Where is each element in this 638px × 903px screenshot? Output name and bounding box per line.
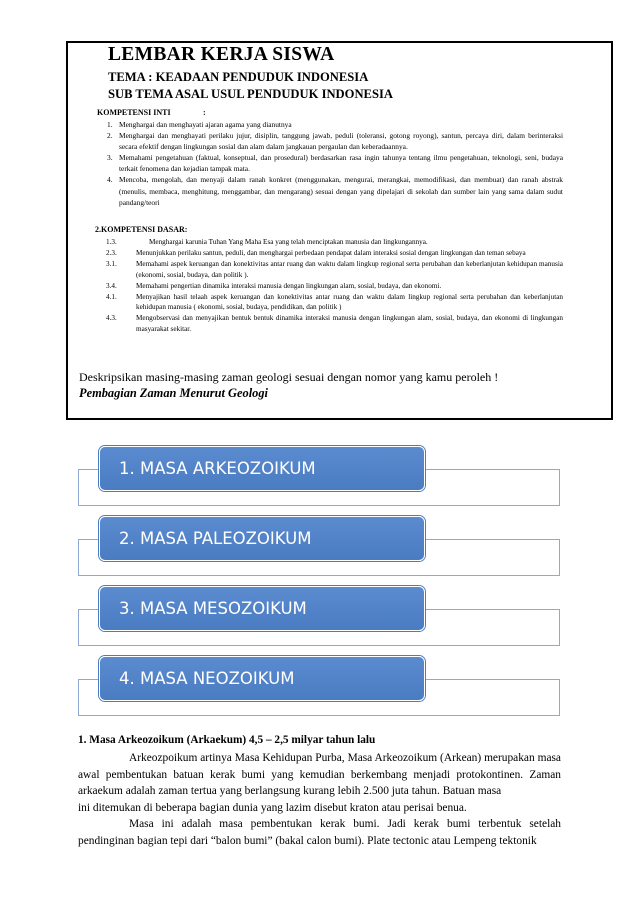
paragraph-1-main: Arkeozpoikum artinya Masa Kehidupan Purba, Masa Arkeozoikum (Arkean) merupakan masa awal pembentukan batuan kerak bumi yang kemudian berkembang menjadi protokontinen. Zaman arkaekum adalah zaman tertua yang berlangsung kurang lebih 2.500 juta tahun. Batuan masa bbox=[78, 752, 561, 798]
era-bar-neozoikum: 4. MASA NEOZOIKUM bbox=[99, 656, 425, 701]
item-number: 3.1. bbox=[106, 260, 117, 268]
era-bar-mesozoikum: 3. MASA MESOZOIKUM bbox=[99, 586, 425, 631]
item-number: 2. bbox=[107, 131, 113, 141]
worksheet-theme: TEMA : KEADAAN PENDUDUK INDONESIA bbox=[108, 70, 369, 84]
core-competence-item bbox=[97, 174, 563, 207]
basic-competence-item bbox=[95, 259, 563, 281]
basic-competence-item bbox=[95, 237, 563, 248]
worksheet-subtheme: SUB TEMA ASAL USUL PENDUDUK INDONESIA bbox=[108, 87, 393, 101]
item-text: Menunjukkan perilaku santun, peduli, dan menghargai perbedaan pendapat dalam interaksi sosial dengan lingkungan dan teman sebaya bbox=[136, 249, 526, 257]
core-competence-item bbox=[97, 119, 563, 130]
paragraph-2-text: Masa ini adalah masa pembentukan kerak bumi. Jadi kerak bumi terbentuk setelah pendinginan bagian tepi dari “balon bumi” (bakal calon bumi). Plate tectonic atau Lempeng tektonik bbox=[78, 818, 561, 847]
section-title: Pembagian Zaman Menurut Geologi bbox=[79, 386, 268, 400]
instruction-text: Deskripsikan masing-masing zaman geologi sesuai dengan nomor yang kamu peroleh ! bbox=[79, 370, 499, 384]
core-competence-heading-label: KOMPETENSI INTI bbox=[97, 108, 171, 117]
paragraph-1-end: ini ditemukan di beberapa bagian dunia yang lazim disebut kraton atau perisai benua. bbox=[78, 801, 467, 814]
item-number: 4. bbox=[107, 175, 113, 185]
core-competence-item bbox=[97, 130, 563, 152]
item-number: 3. bbox=[107, 153, 113, 163]
basic-competence-list bbox=[95, 237, 563, 335]
item-text: Menghargai karunia Tuhan Yang Maha Esa yang telah menciptakan manusia dan lingkungannya. bbox=[149, 238, 428, 246]
item-text: Menyajikan hasil telaah aspek keruangan dan konektivitas antar ruang dan waktu dalam lingkup regional serta perubahan dan keberlanjutan kehidupan manusia ( ekonomi, sosial, budaya, pendidikan, dan politik ) bbox=[136, 292, 563, 312]
item-number: 1.3. bbox=[106, 238, 117, 246]
item-text: Memahami pengetahuan (faktual, konseptual, dan prosedural) berdasarkan rasa ingin tahunya tentang ilmu pengetahuan, teknologi, seni, budaya terkait fenomena dan kejadian tampak mata. bbox=[119, 153, 563, 174]
item-text: Menghargai dan menghayati ajaran agama yang dianutnya bbox=[119, 120, 292, 129]
core-competence-item bbox=[97, 152, 563, 174]
basic-competence-heading: 2.KOMPETENSI DASAR: bbox=[95, 225, 188, 234]
worksheet-box bbox=[66, 41, 613, 420]
item-number: 2.3. bbox=[106, 249, 117, 257]
era-bar-arkeozoikum: 1. MASA ARKEOZOIKUM bbox=[99, 446, 425, 491]
item-text: Menghargai dan menghayati perilaku jujur, disiplin, tanggung jawab, peduli (toleransi, gotong royong), santun, percaya diri, dalam berinteraksi secara efektif dengan lingkungan sosial dan alam dalam jangkauan pergaulan dan keberadaannya. bbox=[119, 131, 563, 152]
item-number: 3.4. bbox=[106, 281, 117, 290]
item-number: 1. bbox=[107, 120, 113, 129]
basic-competence-item bbox=[95, 281, 563, 292]
item-number: 4.1. bbox=[106, 292, 117, 301]
core-competence-list bbox=[97, 119, 563, 208]
basic-competence-item bbox=[95, 248, 563, 259]
worksheet-title: LEMBAR KERJA SISWA bbox=[108, 44, 335, 65]
era-bar-paleozoikum: 2. MASA PALEOZOIKUM bbox=[99, 516, 425, 561]
item-text: Mencoba, mengolah, dan menyaji dalam ranah konkret (menggunakan, mengurai, merangkai, memodifikasi, dan membuat) dan ranah abstrak (menulis, membaca, menghitung, menggambar, dan mengarang) sesuai dengan yang dipelajari di sekolah dan sumber lain yang sama dalam sudut pandang/teori bbox=[119, 175, 563, 207]
paragraph-2 bbox=[78, 816, 561, 849]
core-competence-heading-colon: : bbox=[203, 108, 206, 117]
paragraph-1 bbox=[78, 750, 561, 816]
basic-competence-item bbox=[95, 313, 563, 335]
item-text: Memahami aspek keruangan dan konektivitas antar ruang dan waktu dalam lingkup regional serta perubahan dan keberlanjutan kehidupan manusia (ekonomi, sosial, budaya, dan politik ). bbox=[136, 260, 563, 279]
era-description-heading: 1. Masa Arkeozoikum (Arkaekum) 4,5 – 2,5 milyar tahun lalu bbox=[78, 734, 376, 746]
core-competence-heading bbox=[97, 108, 206, 117]
item-number: 4.3. bbox=[106, 314, 117, 323]
basic-competence-item bbox=[95, 292, 563, 314]
item-text: Memahami pengertian dinamika interaksi manusia dengan lingkungan alam, sosial, budaya, dan ekonomi. bbox=[136, 281, 442, 290]
item-text: Mengobservasi dan menyajikan bentuk bentuk dinamika interaksi manusia dengan lingkungan alam, sosial, budaya, dan ekonomi di lingkungan masyarakat sekitar. bbox=[136, 314, 563, 333]
